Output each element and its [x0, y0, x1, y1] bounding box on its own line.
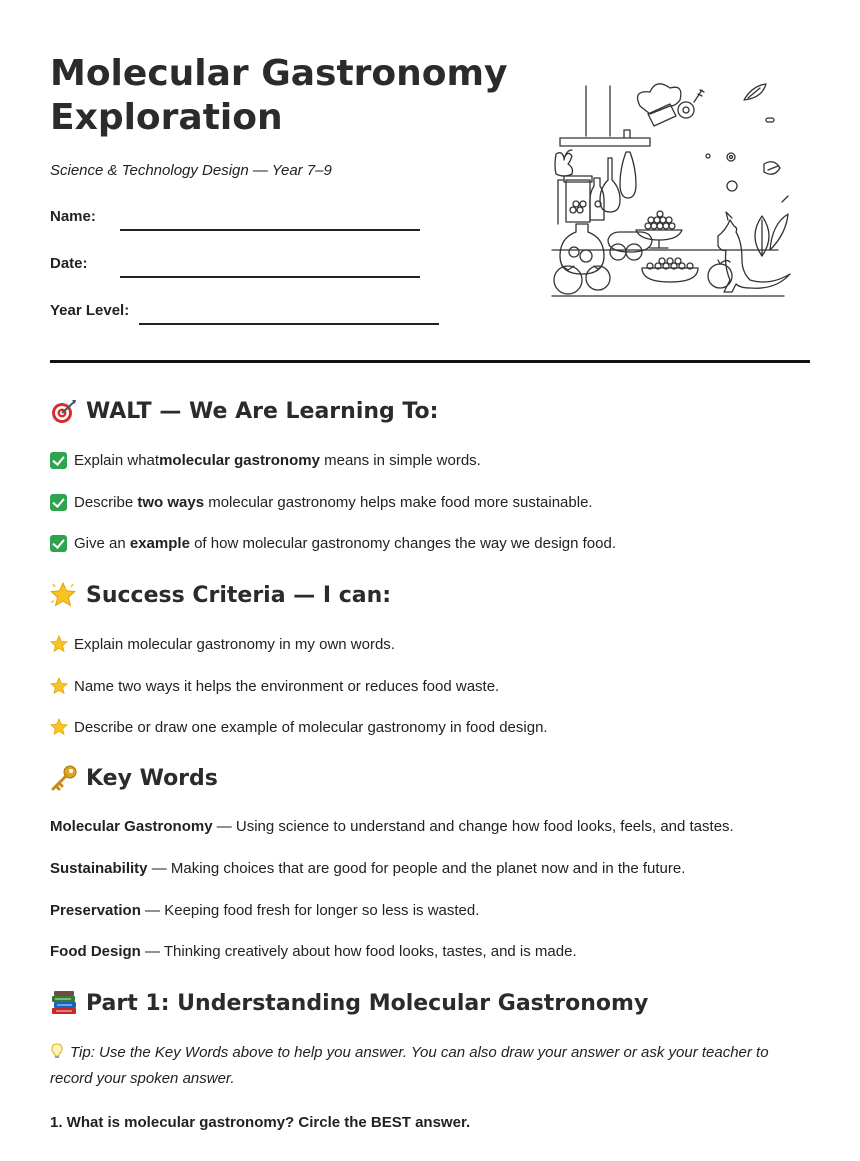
year-level-label: Year Level:	[50, 302, 130, 319]
key-word-term: Sustainability	[50, 860, 148, 877]
key-word-definition: — Keeping food fresh for longer so less is wasted.	[140, 902, 480, 919]
light-bulb-icon	[50, 1042, 64, 1058]
date-label: Date:	[50, 255, 88, 272]
target-icon	[50, 398, 78, 424]
star-icon	[50, 718, 68, 736]
key-word-entry	[50, 860, 685, 877]
key-word-entry	[50, 818, 734, 835]
key-icon	[50, 765, 78, 791]
page-subtitle: Science & Technology Design — Year 7–9	[50, 162, 332, 179]
success-item: Explain molecular gastronomy in my own words.	[50, 635, 395, 653]
success-item: Describe or draw one example of molecular gastronomy in food design.	[50, 718, 548, 736]
check-mark-icon	[50, 494, 67, 511]
key-word-definition: — Thinking creatively about how food looks, tastes, and is made.	[140, 943, 577, 960]
name-label: Name:	[50, 208, 96, 225]
key-word-entry	[50, 902, 479, 919]
key-words-heading: Key Words	[50, 765, 218, 791]
books-icon	[50, 990, 78, 1016]
key-word-definition: — Making choices that are good for people and the planet now and in the future.	[147, 860, 686, 877]
date-field[interactable]	[120, 276, 420, 278]
success-criteria-heading: Success Criteria — I can:	[50, 582, 391, 608]
walt-item: Describe two ways molecular gastronomy helps make food more sustainable.	[50, 494, 593, 511]
walt-item: Give an example of how molecular gastronomy changes the way we design food.	[50, 535, 616, 552]
check-mark-icon	[50, 535, 67, 552]
tip-text: Tip: Use the Key Words above to help you answer. You can also draw your answer or ask your teacher to record your spoken answer.	[50, 1044, 769, 1087]
part1-heading: Part 1: Understanding Molecular Gastronomy	[50, 990, 648, 1016]
page-title: Molecular Gastronomy Exploration	[50, 53, 508, 138]
name-field[interactable]	[120, 229, 420, 231]
year-level-field[interactable]	[139, 323, 439, 325]
question-1: 1. What is molecular gastronomy? Circle the BEST answer.	[50, 1114, 471, 1131]
walt-heading: WALT — We Are Learning To:	[50, 398, 438, 424]
key-word-term: Preservation	[50, 902, 141, 919]
glowing-star-icon	[50, 582, 78, 608]
walt-item: Explain what molecular gastronomy means in simple words.	[50, 452, 481, 469]
key-word-entry	[50, 943, 577, 960]
key-word-term: Food Design	[50, 943, 141, 960]
header-divider	[50, 360, 810, 363]
key-word-term: Molecular Gastronomy	[50, 818, 213, 835]
success-item: Name two ways it helps the environment or reduces food waste.	[50, 677, 499, 695]
check-mark-icon	[50, 452, 67, 469]
star-icon	[50, 635, 68, 653]
star-icon	[50, 677, 68, 695]
kitchen-science-illustration	[548, 80, 798, 302]
key-word-definition: — Using science to understand and change how food looks, feels, and tastes.	[212, 818, 734, 835]
